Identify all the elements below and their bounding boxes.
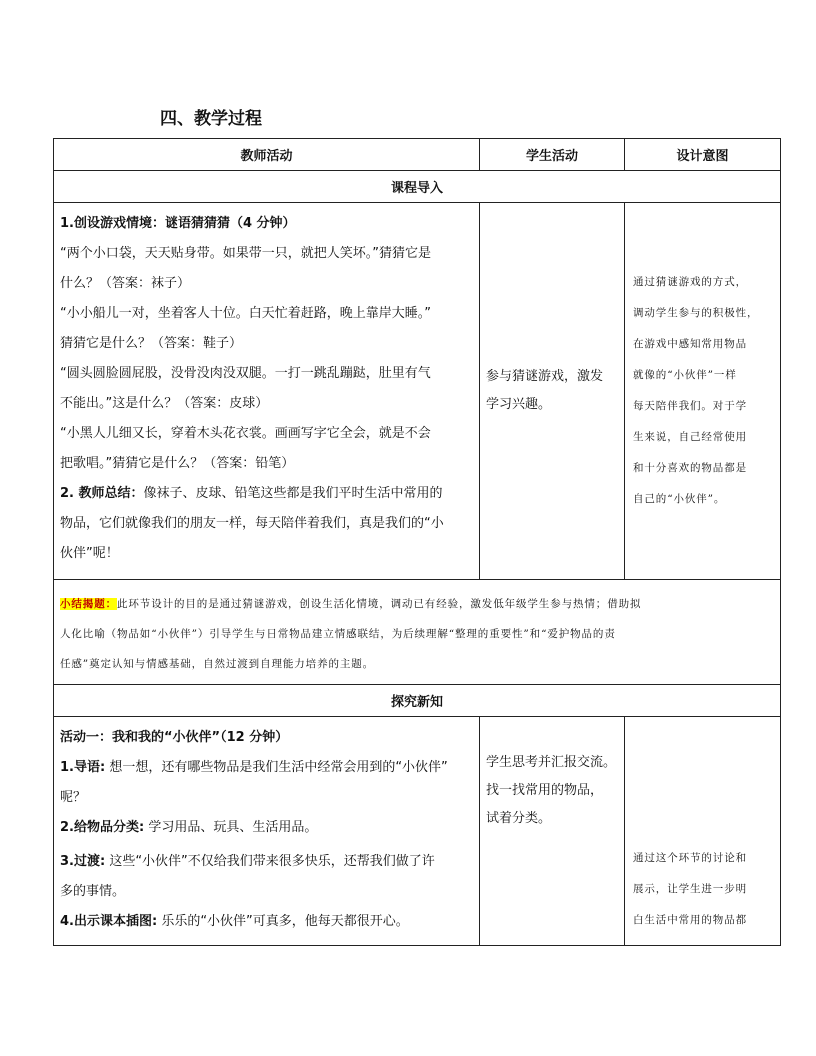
section-title: 四、教学过程 — [160, 109, 262, 129]
teacher-line: 猜猜它是什么？（答案：鞋子） — [60, 336, 243, 351]
student-line: 参与猜谜游戏，激发 — [486, 369, 604, 384]
section-heading-row — [54, 685, 781, 717]
teacher-line: 什么？（答案：袜子） — [60, 276, 191, 291]
step-label: 2. 教师总结： — [60, 486, 144, 501]
student-line: 学生思考并汇报交流。 — [486, 755, 617, 770]
step-label: 2.给物品分类: — [60, 820, 145, 835]
teacher-line — [60, 847, 473, 877]
table-row — [54, 203, 781, 580]
teaching-process-table — [53, 138, 781, 946]
teacher-line: “圆头圆脸圆屁股，没骨没肉没双腿。一打一跳乱蹦跶，肚里有气 — [60, 366, 431, 381]
intent-line: 通过猜谜游戏的方式， — [633, 276, 747, 288]
step-label: 1.导语: — [60, 760, 106, 775]
teacher-line — [60, 813, 473, 843]
student-activity-cell — [480, 203, 625, 580]
summary-label: 小结揭题： — [60, 598, 117, 610]
summary-text: 此环节设计的目的是通过猜谜游戏，创设生活化情境，调动已有经验，激发低年级学生参与热情；借助拟 — [117, 598, 642, 610]
teacher-line: 物品，它们就像我们的朋友一样，每天陪伴着我们，真是我们的“小 — [60, 516, 444, 531]
section-heading-row — [54, 171, 781, 203]
intent-line: 生来说，自己经常使用 — [633, 431, 747, 443]
intent-line: 就像的“小伙伴”一样 — [633, 369, 737, 381]
student-line: 找一找常用的物品， — [486, 783, 604, 798]
step-label: 3.过渡: — [60, 854, 106, 869]
student-line: 学习兴趣。 — [486, 397, 552, 412]
teacher-line: “两个小口袋，天天贴身带。如果带一只，就把人笑坏。”猜猜它是 — [60, 246, 431, 261]
teacher-line — [60, 753, 473, 783]
step-text: 这些“小伙伴”不仅给我们带来很多快乐，还帮我们做了许 — [105, 854, 435, 869]
section-heading-explore: 探究新知 — [54, 685, 781, 717]
step-text: 想一想，还有哪些物品是我们生活中经常会用到的“小伙伴” — [105, 760, 448, 775]
intent-line: 展示，让学生进一步明 — [633, 883, 747, 895]
teacher-line: 把歌唱。”猜猜它是什么？（答案：铅笔） — [60, 456, 295, 471]
intent-line: 自己的“小伙伴”。 — [633, 493, 726, 505]
section-heading-intro: 课程导入 — [54, 171, 781, 203]
table-header-row — [54, 139, 781, 171]
intent-line: 调动学生参与的积极性， — [633, 307, 759, 319]
teacher-line: 多的事情。 — [60, 884, 126, 899]
column-header-student: 学生活动 — [480, 139, 625, 171]
summary-cell — [54, 580, 781, 685]
step-text: 学习用品、玩具、生活用品。 — [144, 820, 318, 835]
summary-line — [60, 589, 774, 619]
intent-line: 在游戏中感知常用物品 — [633, 338, 747, 350]
teacher-line — [60, 479, 473, 509]
table-row — [54, 717, 781, 946]
intent-line: 白生活中常用的物品都 — [633, 914, 747, 926]
intent-line: 和十分喜欢的物品都是 — [633, 462, 747, 474]
step-text: 乐乐的“小伙伴”可真多，他每天都很开心。 — [157, 914, 409, 929]
teacher-line: 1.创设游戏情境：谜语猜猜猜（4 分钟） — [60, 216, 296, 231]
step-text: 像袜子、皮球、铅笔这些都是我们平时生活中常用的 — [143, 486, 443, 501]
teacher-line: “小黑人儿细又长，穿着木头花衣裳。画画写字它全会，就是不会 — [60, 426, 431, 441]
column-header-intent: 设计意图 — [625, 139, 781, 171]
teacher-line: “小小船儿一对，坐着客人十位。白天忙着赶路，晚上靠岸大睡。” — [60, 306, 431, 321]
step-label: 4.出示课本插图: — [60, 914, 158, 929]
teacher-line: 不能出。”这是什么？（答案：皮球） — [60, 396, 269, 411]
teacher-line: 呢？ — [60, 790, 87, 805]
summary-row — [54, 580, 781, 685]
design-intent-cell — [625, 717, 781, 946]
column-header-teacher: 教师活动 — [54, 139, 480, 171]
design-intent-cell — [625, 203, 781, 580]
teacher-line: 伙伴”呢！ — [60, 546, 119, 561]
student-line: 试着分类。 — [486, 811, 552, 826]
student-activity-cell — [480, 717, 625, 946]
teacher-activity-cell — [54, 203, 480, 580]
teacher-activity-cell — [54, 717, 480, 946]
intent-line: 通过这个环节的讨论和 — [633, 852, 747, 864]
teacher-line: 活动一：我和我的“小伙伴”（12 分钟） — [60, 730, 289, 745]
summary-line: 任感”奠定认知与情感基础，自然过渡到自理能力培养的主题。 — [60, 658, 375, 670]
intent-line: 每天陪伴我们。对于学 — [633, 400, 747, 412]
summary-line: 人化比喻（物品如“小伙伴”）引导学生与日常物品建立情感联结，为后续理解“整理的重要性”和“爱护物品的责 — [60, 628, 616, 640]
teacher-line — [60, 907, 473, 937]
